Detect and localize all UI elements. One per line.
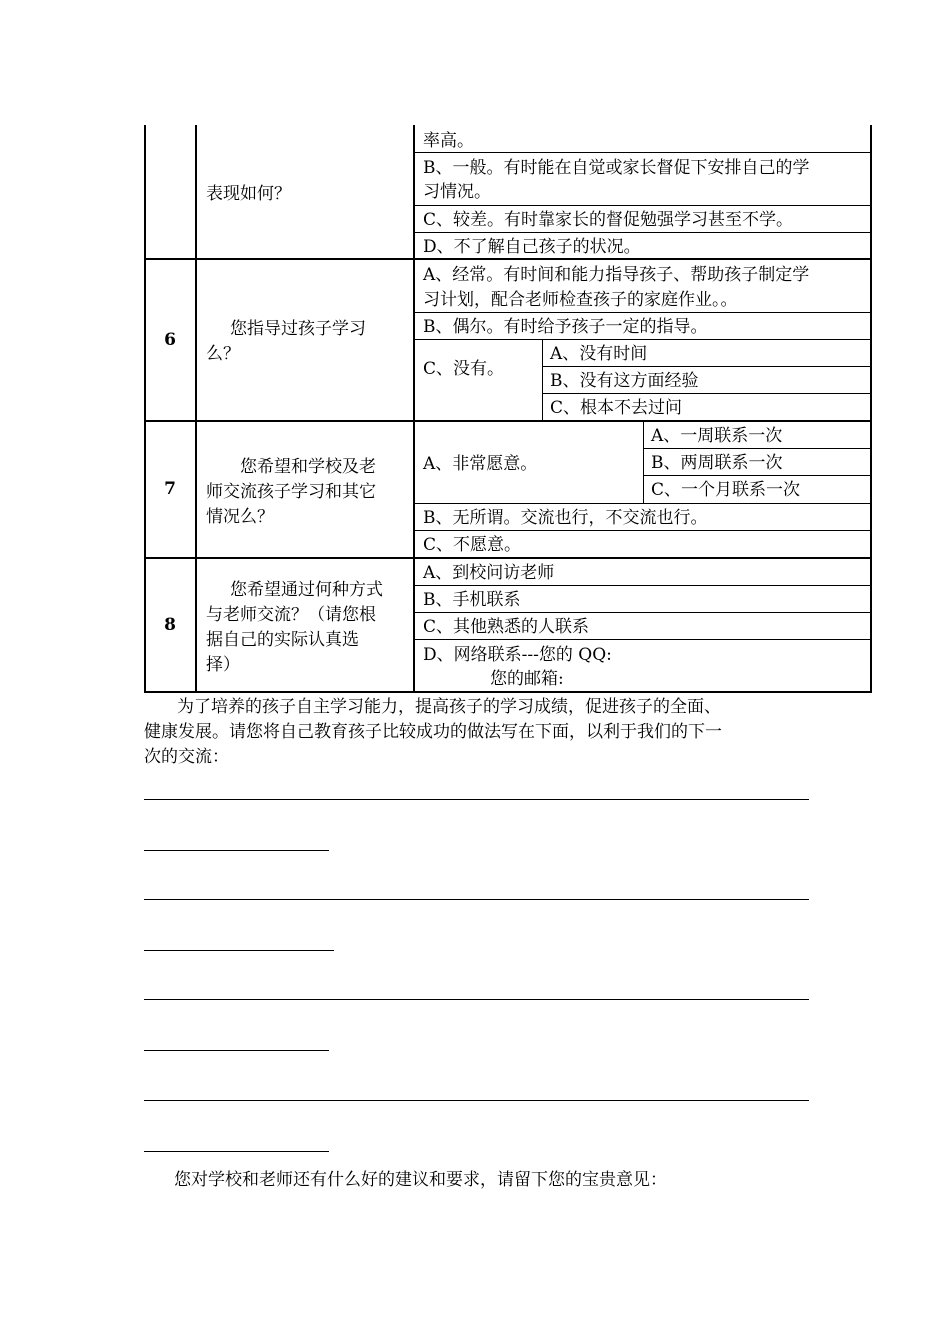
q8-option-d-line2: 您的邮箱: [490,669,564,689]
table-border-bottom [144,691,872,693]
q5-sep-1 [413,152,872,153]
col-sep-2 [413,125,415,693]
q8-option-b: B、手机联系 [423,590,521,610]
table-border-right [870,125,872,693]
q6-sub-sep-1 [542,366,872,367]
q8-question-line3: 据自己的实际认真选 [206,630,359,650]
col-sep-1 [195,125,197,693]
q6-sub-sep-2 [542,393,872,394]
q8-question-line2: 与老师交流？（请您根 [206,605,376,625]
q7-option-a-sub-b: B、两周联系一次 [651,453,783,473]
q6-number: 6 [164,330,176,350]
q5-question: 表现如何？ [206,184,291,204]
q7-sub-sep-2 [643,475,872,476]
q6-option-c-sub-b: B、没有这方面经验 [550,371,699,391]
q8-option-c: C、其他熟悉的人联系 [423,617,590,637]
q6-option-a-line2: 习计划，配合老师检查孩子的家庭作业。。 [423,290,738,310]
paragraph-line-1: 为了培养的孩子自主学习能力，提高孩子的学习成绩，促进孩子的全面、 [177,697,721,717]
q6-option-b: B、偶尔。有时给予孩子一定的指导。 [423,317,708,337]
paragraph-line-2: 健康发展。请您将自己教育孩子比较成功的做法写在下面，以利于我们的下一 [144,722,722,742]
q8-option-d-line1: D、网络联系---您的 QQ: [423,645,612,665]
q6-option-c-sub-c: C、根本不去过问 [550,398,683,418]
q7-option-a: A、非常愿意。 [423,454,538,474]
q6-sub-col [542,339,543,421]
q6-option-a-line1: A、经常。有时间和能力指导孩子、帮助孩子制定学 [423,265,810,285]
q5-sep-3 [413,232,872,233]
q8-sep-3 [413,639,872,640]
answer-line-4-long[interactable] [144,1100,809,1101]
q5-option-b-line2: 习情况。 [423,182,491,202]
row-sep-q7-q8 [144,557,872,559]
q8-sep-2 [413,612,872,613]
q6-question-line2: 么？ [206,344,240,364]
q7-question-line3: 情况么？ [206,507,274,527]
q7-option-a-sub-c: C、一个月联系一次 [651,480,801,500]
q5-option-b-line1: B、一般。有时能在自觉或家长督促下安排自己的学 [423,158,810,178]
q8-question-line1: 您希望通过何种方式 [230,580,383,600]
q8-question-line4: 择） [206,655,240,675]
q7-question-line1: 您希望和学校及老 [240,457,376,477]
answer-line-2-long[interactable] [144,899,809,900]
answer-line-3-short[interactable] [144,1050,329,1051]
q7-sep-2 [413,530,872,531]
q6-sep-2 [413,339,872,340]
q8-number: 8 [164,615,176,635]
q8-sep-1 [413,585,872,586]
q7-option-b: B、无所谓。交流也行，不交流也行。 [423,508,708,528]
table-border-left [144,125,146,693]
row-sep-q6-q7 [144,420,872,422]
q6-option-c-sub-a: A、没有时间 [550,344,648,364]
answer-line-1-short[interactable] [144,850,329,851]
q7-sub-sep-1 [643,448,872,449]
answer-line-4-short[interactable] [144,1151,329,1152]
q6-option-c: C、没有。 [423,359,505,379]
answer-line-1-long[interactable] [144,799,809,800]
answer-line-2-short[interactable] [144,950,334,951]
closing-prompt: 您对学校和老师还有什么好的建议和要求，请留下您的宝贵意见： [174,1170,667,1190]
q8-option-a: A、到校问访老师 [423,563,555,583]
q5-sep-2 [413,205,872,206]
paragraph-line-3: 次的交流： [144,747,229,767]
q7-number: 7 [164,479,176,499]
q7-sep-1 [413,503,872,504]
q5-option-c: C、较差。有时靠家长的督促勉强学习甚至不学。 [423,210,794,230]
q5-option-d: D、不了解自己孩子的状况。 [423,237,641,257]
q6-sep-1 [413,312,872,313]
q6-question-line1: 您指导过孩子学习 [230,319,366,339]
q7-sub-col [643,421,644,503]
q5-option-a-tail: 率高。 [423,131,474,151]
q7-option-a-sub-a: A、一周联系一次 [651,426,783,446]
answer-line-3-long[interactable] [144,999,809,1000]
q7-option-c: C、不愿意。 [423,535,522,555]
q7-question-line2: 师交流孩子学习和其它 [206,482,376,502]
